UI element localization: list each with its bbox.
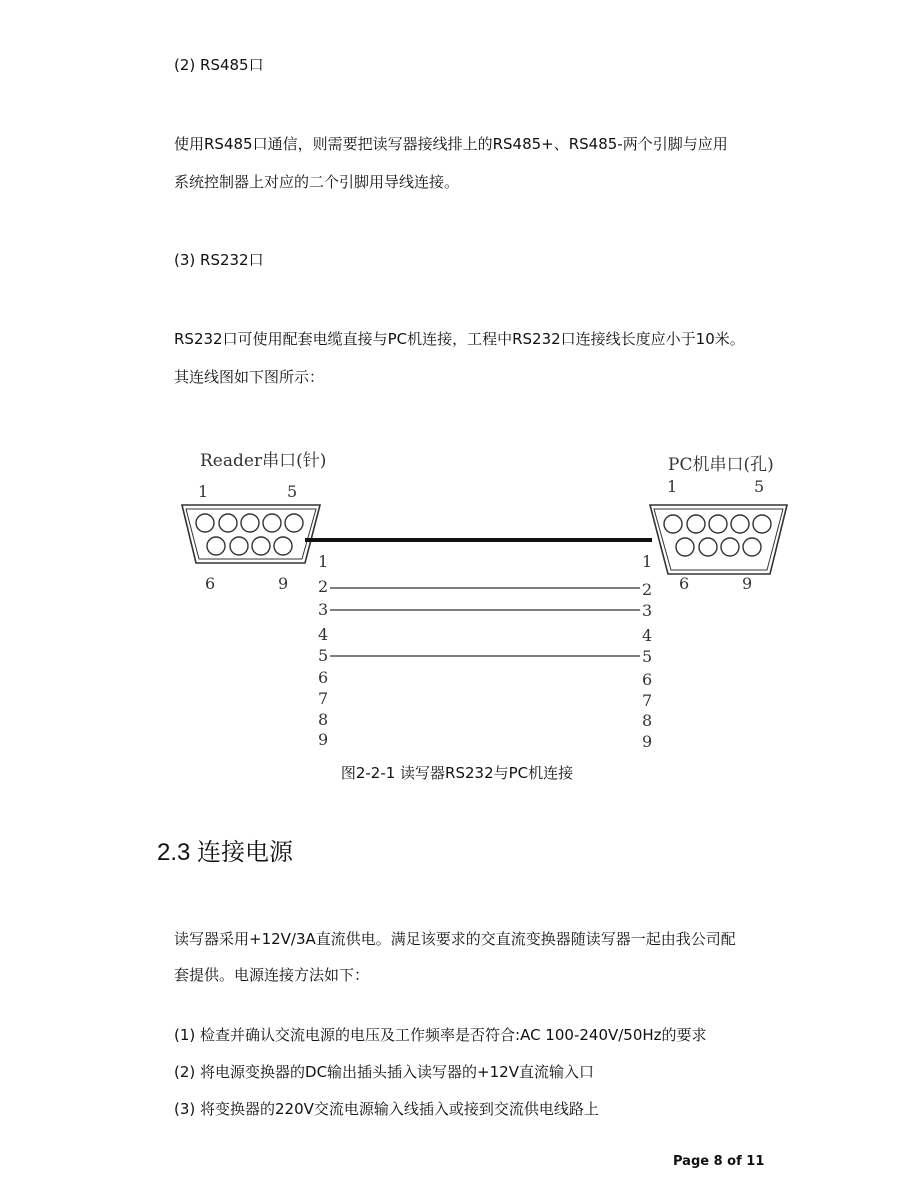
rs232-wiring-diagram [0, 430, 914, 760]
reader-pin-hole [263, 514, 281, 532]
reader-wire-pin-3: 3 [318, 600, 329, 619]
pc-db9-connector [650, 477, 787, 593]
pc-wire-pin-3: 3 [642, 601, 653, 620]
pc-pin-label-1: 1 [667, 477, 678, 496]
rs485-text-line-1: 使用RS485口通信，则需要把读写器接线排上的RS485+、RS485-两个引脚与应用 [174, 135, 728, 153]
pc-pin-label-5: 5 [754, 477, 765, 496]
pc-pin-hole [709, 515, 727, 533]
pc-pin-hole [687, 515, 705, 533]
reader-port-title: Reader串口(针) [200, 451, 327, 471]
reader-wire-pin-8: 8 [318, 710, 329, 729]
pc-wire-pin-1: 1 [642, 552, 653, 571]
pc-pin-hole [699, 538, 717, 556]
reader-pin-label-9: 9 [278, 574, 289, 593]
section-title-power: 2.3 连接电源 [157, 839, 294, 866]
reader-pin-label-1: 1 [198, 482, 209, 501]
reader-db9-connector [182, 482, 320, 593]
power-step-2: (2) 将电源变换器的DC输出插头插入读写器的+12V直流输入口 [174, 1063, 594, 1081]
pc-port-title: PC机串口(孔) [668, 455, 774, 475]
pc-wire-pin-7: 7 [642, 691, 653, 710]
page-number: Page 8 of 11 [673, 1154, 765, 1169]
reader-pin-hole [274, 537, 292, 555]
power-text-line-2: 套提供。电源连接方法如下： [174, 966, 370, 984]
reader-pin-hole [230, 537, 248, 555]
reader-pin-label-5: 5 [287, 482, 298, 501]
pc-pin-hole [664, 515, 682, 533]
reader-pin-label-6: 6 [205, 574, 216, 593]
pc-pin-hole [676, 538, 694, 556]
pc-pin-label-9: 9 [742, 574, 753, 593]
rs232-heading: (3) RS232口 [174, 251, 264, 269]
power-text-line-1: 读写器采用+12V/3A直流供电。满足该要求的交直流变换器随读写器一起由我公司配 [174, 930, 736, 948]
pc-pin-hole [731, 515, 749, 533]
pc-wire-pin-9: 9 [642, 732, 653, 751]
pc-wire-pin-8: 8 [642, 711, 653, 730]
reader-wire-pin-9: 9 [318, 730, 329, 749]
pc-wire-pin-4: 4 [642, 626, 653, 645]
pc-pin-hole [743, 538, 761, 556]
reader-wire-pin-5: 5 [318, 646, 329, 665]
reader-wire-pin-1: 1 [318, 552, 329, 571]
pc-wire-pin-6: 6 [642, 670, 653, 689]
power-step-3: (3) 将变换器的220V交流电源输入线插入或接到交流供电线路上 [174, 1100, 599, 1118]
reader-pin-hole [285, 514, 303, 532]
rs485-text-line-2: 系统控制器上对应的二个引脚用导线连接。 [174, 173, 460, 191]
power-step-1: (1) 检查并确认交流电源的电压及工作频率是否符合:AC 100-240V/50Hz的要求 [174, 1026, 707, 1044]
pc-pin-hole [753, 515, 771, 533]
rs485-heading: (2) RS485口 [174, 56, 264, 74]
reader-wire-pin-6: 6 [318, 668, 329, 687]
pc-pin-hole [721, 538, 739, 556]
reader-wire-pin-2: 2 [318, 577, 329, 596]
pc-wire-pin-5: 5 [642, 647, 653, 666]
rs232-text-line-1: RS232口可使用配套电缆直接与PC机连接，工程中RS232口连接线长度应小于10米。 [174, 330, 745, 348]
reader-pin-hole [196, 514, 214, 532]
reader-wire-pin-7: 7 [318, 689, 329, 708]
reader-pin-hole [241, 514, 259, 532]
pc-pin-label-6: 6 [679, 574, 690, 593]
reader-wire-pin-4: 4 [318, 625, 329, 644]
figure-caption: 图2-2-1 读写器RS232与PC机连接 [340, 764, 574, 782]
reader-pin-hole [207, 537, 225, 555]
rs232-text-line-2: 其连线图如下图所示： [174, 368, 325, 386]
pc-wire-pin-2: 2 [642, 580, 653, 599]
reader-pin-hole [219, 514, 237, 532]
reader-pin-hole [252, 537, 270, 555]
